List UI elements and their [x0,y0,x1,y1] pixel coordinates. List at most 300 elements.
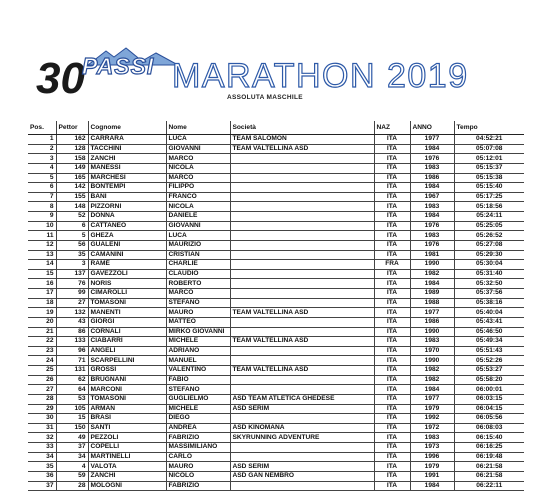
club-cell: ASD SERIM [230,404,374,414]
club-cell [230,289,374,299]
club-cell: TEAM VALTELLINA ASD [230,366,374,376]
position-cell: 34 [28,452,56,462]
surname-cell: ZANCHI [88,471,166,481]
surname-cell: TACCHINI [88,144,166,154]
table-row [28,154,524,164]
nation-cell: ITA [374,279,410,289]
column-header-club: Società [230,121,374,135]
bib-cell: 62 [56,375,88,385]
bib-cell: 6 [56,221,88,231]
time-cell: 05:43:41 [454,317,524,327]
time-cell: 05:38:16 [454,298,524,308]
year-cell: 1990 [410,356,454,366]
time-cell: 06:05:56 [454,414,524,424]
position-cell: 27 [28,385,56,395]
table-row [28,279,524,289]
surname-cell: ZANCHI [88,154,166,164]
surname-cell: GHEZA [88,231,166,241]
year-cell: 1983 [410,163,454,173]
firstname-cell: DIEGO [166,414,230,424]
year-cell: 1990 [410,327,454,337]
firstname-cell: CRISTIAN [166,250,230,260]
position-cell: 5 [28,173,56,183]
table-row [28,240,524,250]
year-cell: 1976 [410,154,454,164]
logo-word: PASSI [82,53,155,79]
bib-cell: 52 [56,212,88,222]
firstname-cell: GUGLIELMO [166,394,230,404]
position-cell: 31 [28,423,56,433]
club-cell: ASD TEAM ATLETICA GHEDESE [230,394,374,404]
surname-cell: PEZZOLI [88,433,166,443]
surname-cell: MARCHESI [88,173,166,183]
position-cell: 15 [28,269,56,279]
firstname-cell: NICOLA [166,202,230,212]
time-cell: 06:08:03 [454,423,524,433]
year-cell: 1982 [410,269,454,279]
position-cell: 8 [28,202,56,212]
bib-cell: 105 [56,404,88,414]
surname-cell: NORIS [88,279,166,289]
nation-cell: ITA [374,375,410,385]
time-cell: 06:21:58 [454,462,524,472]
position-cell: 16 [28,279,56,289]
firstname-cell: MARCO [166,173,230,183]
position-cell: 23 [28,346,56,356]
nation-cell: ITA [374,462,410,472]
table-row [28,443,524,453]
firstname-cell: MICHELE [166,404,230,414]
bib-cell: 35 [56,250,88,260]
surname-cell: GIORGI [88,317,166,327]
firstname-cell: MANUEL [166,356,230,366]
club-cell [230,414,374,424]
table-row [28,298,524,308]
firstname-cell: ROBERTO [166,279,230,289]
position-cell: 24 [28,356,56,366]
column-header-time: Tempo [454,121,524,135]
year-cell: 1983 [410,433,454,443]
bib-cell: 96 [56,346,88,356]
club-cell [230,260,374,270]
surname-cell: TOMASONI [88,394,166,404]
club-cell [230,231,374,241]
table-row [28,192,524,202]
table-row [28,144,524,154]
table-row [28,202,524,212]
year-cell: 1986 [410,317,454,327]
table-row [28,260,524,270]
nation-cell: ITA [374,394,410,404]
firstname-cell: FRANCO [166,192,230,202]
club-cell [230,443,374,453]
nation-cell: ITA [374,289,410,299]
year-cell: 1984 [410,144,454,154]
surname-cell: BANI [88,192,166,202]
table-row [28,375,524,385]
time-cell: 05:18:56 [454,202,524,212]
time-cell: 06:04:15 [454,404,524,414]
firstname-cell: CHARLIE [166,260,230,270]
bib-cell: 99 [56,289,88,299]
position-cell: 19 [28,308,56,318]
position-cell: 11 [28,231,56,241]
time-cell: 05:40:04 [454,308,524,318]
position-cell: 36 [28,471,56,481]
position-cell: 9 [28,212,56,222]
bib-cell: 131 [56,366,88,376]
year-cell: 1982 [410,375,454,385]
year-cell: 1983 [410,202,454,212]
nation-cell: ITA [374,135,410,145]
table-row [28,250,524,260]
table-row [28,452,524,462]
time-cell: 05:12:01 [454,154,524,164]
table-row [28,423,524,433]
surname-cell: ARMAN [88,404,166,414]
firstname-cell: DANIELE [166,212,230,222]
firstname-cell: LUCA [166,135,230,145]
year-cell: 1984 [410,481,454,491]
position-cell: 35 [28,462,56,472]
club-cell [230,481,374,491]
position-cell: 32 [28,433,56,443]
nation-cell: ITA [374,481,410,491]
position-cell: 14 [28,260,56,270]
club-cell: TEAM VALTELLINA ASD [230,337,374,347]
time-cell: 05:17:25 [454,192,524,202]
club-cell [230,173,374,183]
club-cell: ASD KINOMANA [230,423,374,433]
firstname-cell: GIOVANNI [166,221,230,231]
time-cell: 05:53:27 [454,366,524,376]
club-cell [230,327,374,337]
year-cell: 1973 [410,443,454,453]
firstname-cell: STEFANO [166,385,230,395]
bib-cell: 28 [56,481,88,491]
surname-cell: CORNALI [88,327,166,337]
club-cell [230,240,374,250]
logo-number: 30 [36,54,85,103]
surname-cell: MARTINELLI [88,452,166,462]
nation-cell: ITA [374,471,410,481]
bib-cell: 148 [56,202,88,212]
bib-cell: 56 [56,240,88,250]
year-cell: 1979 [410,462,454,472]
bib-cell: 155 [56,192,88,202]
firstname-cell: FABIO [166,375,230,385]
time-cell: 05:15:37 [454,163,524,173]
time-cell: 05:30:04 [454,260,524,270]
bib-cell: 162 [56,135,88,145]
firstname-cell: LUCA [166,231,230,241]
surname-cell: SCARPELLINI [88,356,166,366]
nation-cell: ITA [374,163,410,173]
surname-cell: MANESSI [88,163,166,173]
position-cell: 6 [28,183,56,193]
firstname-cell: MAURO [166,462,230,472]
firstname-cell: MASSIMILIANO [166,443,230,453]
position-cell: 18 [28,298,56,308]
logo [36,47,176,107]
surname-cell: CIMAROLLI [88,289,166,299]
position-cell: 2 [28,144,56,154]
surname-cell: COPELLI [88,443,166,453]
surname-cell: CATTANEO [88,221,166,231]
firstname-cell: CLAUDIO [166,269,230,279]
surname-cell: TOMASONI [88,298,166,308]
surname-cell: VALOTA [88,462,166,472]
nation-cell: ITA [374,240,410,250]
firstname-cell: FABRIZIO [166,433,230,443]
surname-cell: PIZZORNI [88,202,166,212]
time-cell: 05:26:52 [454,231,524,241]
firstname-cell: FILIPPO [166,183,230,193]
surname-cell: RAMÉ [88,260,166,270]
time-cell: 05:31:40 [454,269,524,279]
position-cell: 33 [28,443,56,453]
year-cell: 1967 [410,192,454,202]
surname-cell: GUALENI [88,240,166,250]
nation-cell: ITA [374,337,410,347]
table-row [28,221,524,231]
firstname-cell: MAURO [166,308,230,318]
position-cell: 21 [28,327,56,337]
time-cell: 06:21:58 [454,471,524,481]
bib-cell: 4 [56,462,88,472]
year-cell: 1984 [410,183,454,193]
surname-cell: BRUGNANI [88,375,166,385]
position-cell: 26 [28,375,56,385]
column-header-bib: Pettor [56,121,88,135]
table-row [28,289,524,299]
firstname-cell: MATTEO [166,317,230,327]
time-cell: 05:07:08 [454,144,524,154]
club-cell: ASD SERIM [230,462,374,472]
table-row [28,404,524,414]
bib-cell: 158 [56,154,88,164]
firstname-cell: NICOLA [166,163,230,173]
year-cell: 1986 [410,173,454,183]
club-cell: TEAM SALOMON [230,135,374,145]
surname-cell: CAMANINI [88,250,166,260]
table-row [28,385,524,395]
club-cell: TEAM VALTELLINA ASD [230,308,374,318]
year-cell: 1977 [410,135,454,145]
time-cell: 05:37:56 [454,289,524,299]
firstname-cell: MAURIZIO [166,240,230,250]
time-cell: 05:15:40 [454,183,524,193]
club-cell [230,385,374,395]
year-cell: 1990 [410,260,454,270]
nation-cell: ITA [374,250,410,260]
nation-cell: ITA [374,173,410,183]
position-cell: 25 [28,366,56,376]
club-cell: TEAM VALTELLINA ASD [230,144,374,154]
results-table [28,121,524,491]
year-cell: 1976 [410,240,454,250]
nation-cell: ITA [374,221,410,231]
table-row [28,269,524,279]
bib-cell: 132 [56,308,88,318]
club-cell [230,269,374,279]
time-cell: 06:16:25 [454,443,524,453]
surname-cell: DONNA [88,212,166,222]
time-cell: 05:51:43 [454,346,524,356]
time-cell: 05:49:34 [454,337,524,347]
table-row [28,481,524,491]
nation-cell: ITA [374,346,410,356]
year-cell: 1996 [410,452,454,462]
year-cell: 1992 [410,414,454,424]
nation-cell: ITA [374,414,410,424]
surname-cell: ANGELI [88,346,166,356]
firstname-cell: MARCO [166,154,230,164]
surname-cell: MOLOGNI [88,481,166,491]
position-cell: 37 [28,481,56,491]
nation-cell: ITA [374,385,410,395]
club-cell [230,279,374,289]
bib-cell: 37 [56,443,88,453]
nation-cell: ITA [374,327,410,337]
surname-cell: MARCONI [88,385,166,395]
table-row [28,173,524,183]
column-header-year: ANNO [410,121,454,135]
year-cell: 1977 [410,394,454,404]
bib-cell: 165 [56,173,88,183]
bib-cell: 86 [56,327,88,337]
bib-cell: 142 [56,183,88,193]
firstname-cell: ADRIANO [166,346,230,356]
club-cell [230,183,374,193]
table-row [28,414,524,424]
table-row [28,394,524,404]
position-cell: 28 [28,394,56,404]
surname-cell: BONTEMPI [88,183,166,193]
bib-cell: 5 [56,231,88,241]
column-header-surname: Cognome [88,121,166,135]
firstname-cell: MIRKO GIOVANNI [166,327,230,337]
position-cell: 12 [28,240,56,250]
club-cell [230,154,374,164]
club-cell [230,346,374,356]
bib-cell: 76 [56,279,88,289]
time-cell: 05:46:50 [454,327,524,337]
year-cell: 1983 [410,337,454,347]
page-title: MARATHON 2019 [172,57,469,95]
bib-cell: 3 [56,260,88,270]
club-cell: ASD GAN NEMBRO [230,471,374,481]
club-cell [230,202,374,212]
club-cell: SKYRUNNING ADVENTURE [230,433,374,443]
time-cell: 05:32:50 [454,279,524,289]
position-cell: 30 [28,414,56,424]
nation-cell: ITA [374,144,410,154]
nation-cell: FRA [374,260,410,270]
bib-cell: 64 [56,385,88,395]
year-cell: 1979 [410,404,454,414]
position-cell: 29 [28,404,56,414]
column-header-nation: NAZ [374,121,410,135]
position-cell: 4 [28,163,56,173]
nation-cell: ITA [374,298,410,308]
table-header-row [28,121,524,135]
firstname-cell: MICHELE [166,337,230,347]
bib-cell: 128 [56,144,88,154]
firstname-cell: MARCO [166,289,230,299]
nation-cell: ITA [374,202,410,212]
bib-cell: 71 [56,356,88,366]
nation-cell: ITA [374,154,410,164]
column-header-name: Nome [166,121,230,135]
bib-cell: 49 [56,433,88,443]
nation-cell: ITA [374,443,410,453]
bib-cell: 27 [56,298,88,308]
time-cell: 05:58:20 [454,375,524,385]
table-row [28,183,524,193]
firstname-cell: ANDREA [166,423,230,433]
position-cell: 22 [28,337,56,347]
nation-cell: ITA [374,423,410,433]
bib-cell: 15 [56,414,88,424]
year-cell: 1970 [410,346,454,356]
surname-cell: GAVEZZOLI [88,269,166,279]
bib-cell: 34 [56,452,88,462]
year-cell: 1989 [410,289,454,299]
nation-cell: ITA [374,452,410,462]
results-body [28,135,524,491]
year-cell: 1977 [410,308,454,318]
page-subtitle: ASSOLUTA MASCHILE [227,94,303,101]
nation-cell: ITA [374,433,410,443]
bib-cell: 133 [56,337,88,347]
year-cell: 1991 [410,471,454,481]
club-cell [230,317,374,327]
position-cell: 10 [28,221,56,231]
table-row [28,346,524,356]
nation-cell: ITA [374,183,410,193]
firstname-cell: CARLO [166,452,230,462]
year-cell: 1972 [410,423,454,433]
nation-cell: ITA [374,192,410,202]
table-row [28,366,524,376]
surname-cell: MANENTI [88,308,166,318]
bib-cell: 59 [56,471,88,481]
table-row [28,462,524,472]
table-row [28,337,524,347]
time-cell: 05:52:26 [454,356,524,366]
time-cell: 06:19:48 [454,452,524,462]
table-row [28,163,524,173]
table-row [28,471,524,481]
year-cell: 1982 [410,366,454,376]
time-cell: 06:22:11 [454,481,524,491]
nation-cell: ITA [374,231,410,241]
surname-cell: CIABARRI [88,337,166,347]
nation-cell: ITA [374,269,410,279]
time-cell: 05:15:38 [454,173,524,183]
position-cell: 3 [28,154,56,164]
surname-cell: CARRARA [88,135,166,145]
position-cell: 20 [28,317,56,327]
time-cell: 06:15:40 [454,433,524,443]
year-cell: 1983 [410,231,454,241]
time-cell: 06:03:15 [454,394,524,404]
bib-cell: 149 [56,163,88,173]
year-cell: 1984 [410,279,454,289]
year-cell: 1984 [410,212,454,222]
club-cell [230,298,374,308]
